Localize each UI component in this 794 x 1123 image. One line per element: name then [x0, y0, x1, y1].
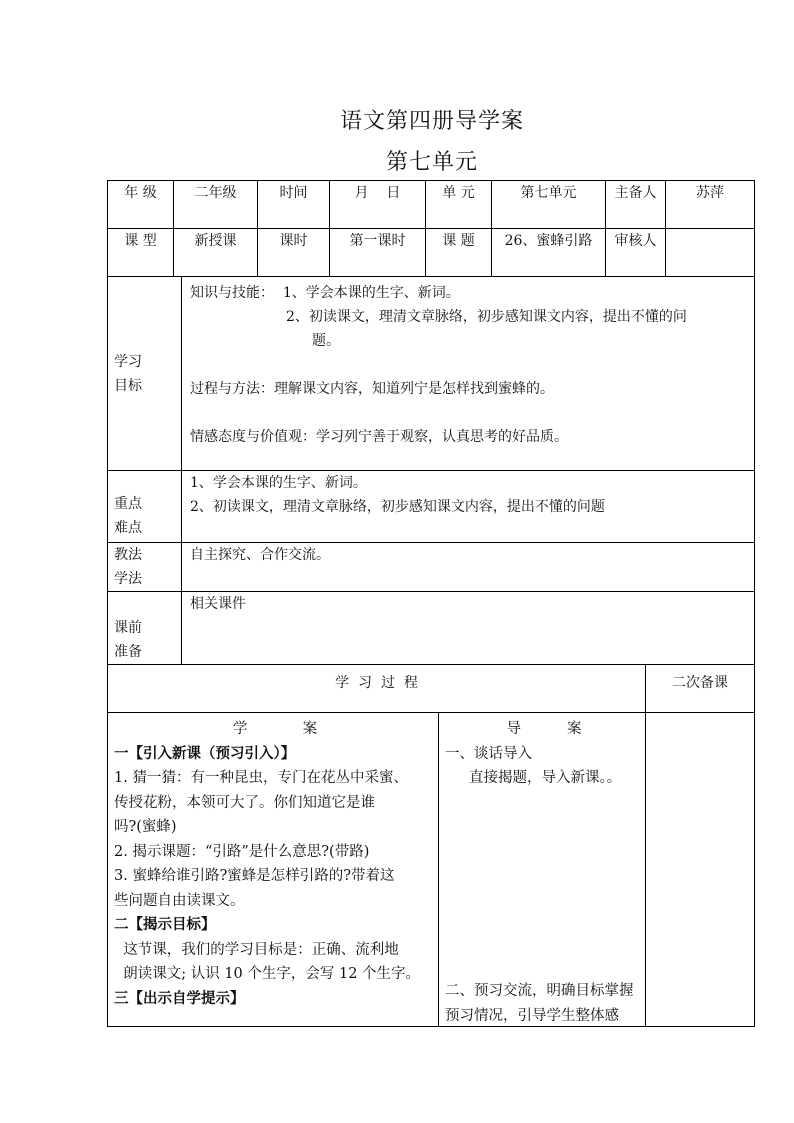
reviewer-value [666, 229, 755, 277]
guide-line-2: 直接揭题，导入新课。。 [469, 770, 622, 786]
study-line-10: 朗读课文; 认识 10 个生字，会写 12 个生字。 [114, 966, 421, 982]
topic-label: 课 题 [426, 229, 492, 277]
document-subtitle: 第七单元 [385, 150, 478, 175]
preparer-value: 苏萍 [666, 181, 755, 229]
type-label: 课 型 [108, 229, 174, 277]
goals-line-4: 过程与方法：理解课文内容，知道列宁是怎样找到蜜蜂的。 [190, 381, 554, 397]
topic-value: 26、蜜蜂引路 [492, 229, 606, 277]
guide-line-1: 一、谈话导入 [445, 745, 532, 762]
study-line-7: 些问题自由读课文。 [114, 892, 245, 909]
study-line-8: 二【揭示目标】 [114, 916, 216, 933]
study-line-1: 一【引入新课（预习引入）】 [114, 744, 296, 762]
study-line-5: 2. 揭示课题：“引路”是什么意思?(带路) [114, 843, 370, 860]
grade-label: 年 级 [108, 181, 174, 229]
study-plan-cell [108, 713, 439, 1027]
goals-line-5: 情感态度与价值观：学习列宁善于观察，认真思考的好品质。 [190, 429, 568, 445]
method-label-line2: 学法 [114, 571, 142, 587]
lesson-info-table [107, 180, 755, 277]
key-points-label [108, 471, 182, 543]
document-title: 语文第四册导学案 [339, 109, 524, 134]
period-label: 课时 [258, 229, 330, 277]
guide-header: 导 案 [506, 721, 582, 737]
time-label: 时间 [258, 181, 330, 229]
grade-value: 二年级 [174, 181, 258, 229]
study-line-3: 传授花粉，本领可大了。你们知道它是谁 [114, 794, 375, 811]
key-points-content [182, 471, 755, 543]
goals-label [108, 277, 182, 471]
goals-label-line1: 学习 [114, 353, 142, 370]
goals-content [182, 277, 755, 471]
preparer-label: 主备人 [606, 181, 666, 229]
prep-label [108, 592, 182, 665]
study-line-2: 1. 猜一猜：有一种昆虫，专门在花丛中采蜜、 [114, 770, 408, 786]
method-content: 自主探究、合作交流。 [182, 543, 755, 592]
goals-line-2: 2、初读课文，理清文章脉络，初步感知课文内容，提出不懂的问 [286, 309, 687, 325]
process-table [107, 664, 755, 1027]
key-points-label-line1: 重点 [114, 495, 142, 512]
study-line-11: 三【出示自学提示】 [114, 989, 245, 1007]
goals-line-1: 知识与技能： 1、学会本课的生字、新词。 [190, 285, 460, 301]
objectives-table [107, 276, 755, 665]
second-prep-cell [646, 713, 755, 1027]
date-value: 月 日 [330, 181, 426, 229]
guide-line-4: 预习情况，引导学生整体感 [445, 1007, 619, 1024]
guide-line-3: 二、预习交流，明确目标掌握 [445, 983, 634, 999]
goals-label-line2: 目标 [114, 377, 142, 394]
period-value: 第一课时 [330, 229, 426, 277]
unit-value: 第七单元 [492, 181, 606, 229]
goals-line-3: 题。 [312, 333, 340, 349]
study-plan-header: 学 案 [232, 721, 318, 737]
prep-content: 相关课件 [182, 592, 755, 665]
study-line-9: 这节课，我们的学习目标是：正确、流利地 [114, 941, 399, 958]
prep-label-line2: 准备 [114, 644, 142, 660]
key-points-label-line2: 难点 [114, 519, 142, 536]
method-label-line1: 教法 [114, 547, 142, 563]
study-line-6: 3. 蜜蜂给谁引路?蜜蜂是怎样引路的?带着这 [114, 868, 395, 884]
second-prep-header: 二次备课 [646, 665, 755, 713]
guide-cell [439, 713, 646, 1027]
type-value: 新授课 [174, 229, 258, 277]
key-points-line-1: 1、学会本课的生字、新词。 [190, 475, 367, 491]
reviewer-label: 审核人 [606, 229, 666, 277]
prep-label-line1: 课前 [114, 620, 142, 636]
process-header: 学 习 过 程 [108, 665, 646, 713]
key-points-line-2: 2、初读课文，理清文章脉络，初步感知课文内容，提出不懂的问题 [190, 499, 605, 515]
study-line-4: 吗?(蜜蜂) [114, 819, 177, 835]
unit-label: 单 元 [426, 181, 492, 229]
method-label [108, 543, 182, 592]
